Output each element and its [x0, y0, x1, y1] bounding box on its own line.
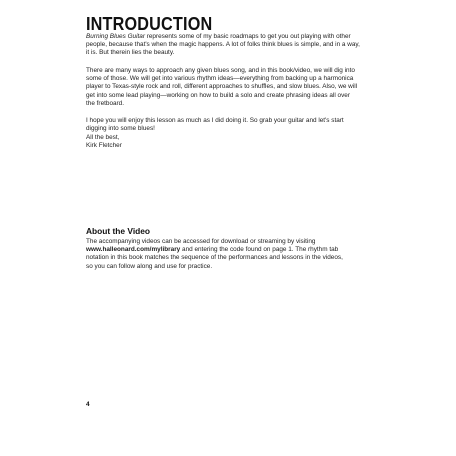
library-url-link[interactable]: www.halleonard.com/mylibrary	[86, 246, 181, 254]
video-line-1: The accompanying videos can be accessed for download or streaming by visiting	[86, 238, 316, 245]
video-line-3: notation in this book matches the sequence of the performances and lessons in the videos,	[86, 254, 343, 262]
approach-line: some of those. We will get into various rhythm ideas—everything from backing up a harmonica	[86, 75, 354, 83]
page-number: 4	[86, 401, 90, 408]
video-line-4: so you can follow along and use for practice.	[86, 262, 213, 270]
page-title: INTRODUCTION	[86, 14, 213, 34]
book-title: Burning Blues Guitar	[86, 33, 145, 40]
approach-line: player to Texas-style rock and roll, different approaches to shuffles, and slow blues. Also, we will	[86, 83, 358, 91]
video-line-2-rest: and entering the code found on page 1. The rhythm tab	[180, 246, 339, 254]
intro-line-1-rest: represents some of my basic roadmaps to get you out playing with other	[144, 33, 351, 40]
about-video-heading: About the Video	[86, 226, 151, 236]
intro-paragraph	[86, 33, 386, 58]
hope-line: I hope you will enjoy this lesson as much as I did doing it. So grab your guitar and let's start	[86, 117, 344, 124]
approach-line: the fretboard.	[86, 99, 125, 107]
about-video-paragraph	[86, 238, 386, 271]
approach-line: get into some lead playing—working on how to build a solo and create phrasing ideas all over	[86, 91, 350, 99]
hope-paragraph	[86, 117, 386, 133]
video-line-2	[86, 246, 386, 254]
author-name: Kirk Fletcher	[86, 142, 122, 150]
approach-paragraph	[86, 67, 386, 108]
intro-line-1	[86, 33, 386, 41]
intro-line-3: it is. But therein lies the beauty.	[86, 49, 175, 57]
closing-signature	[86, 134, 386, 150]
hope-line: digging into some blues!	[86, 125, 155, 133]
signoff: All the best,	[86, 134, 120, 141]
intro-line-2: people, because that's when the magic happens. A lot of folks think blues is simple, and in a way,	[86, 41, 360, 49]
approach-line: There are many ways to approach any given blues song, and in this book/video, we will dig into	[86, 67, 355, 74]
